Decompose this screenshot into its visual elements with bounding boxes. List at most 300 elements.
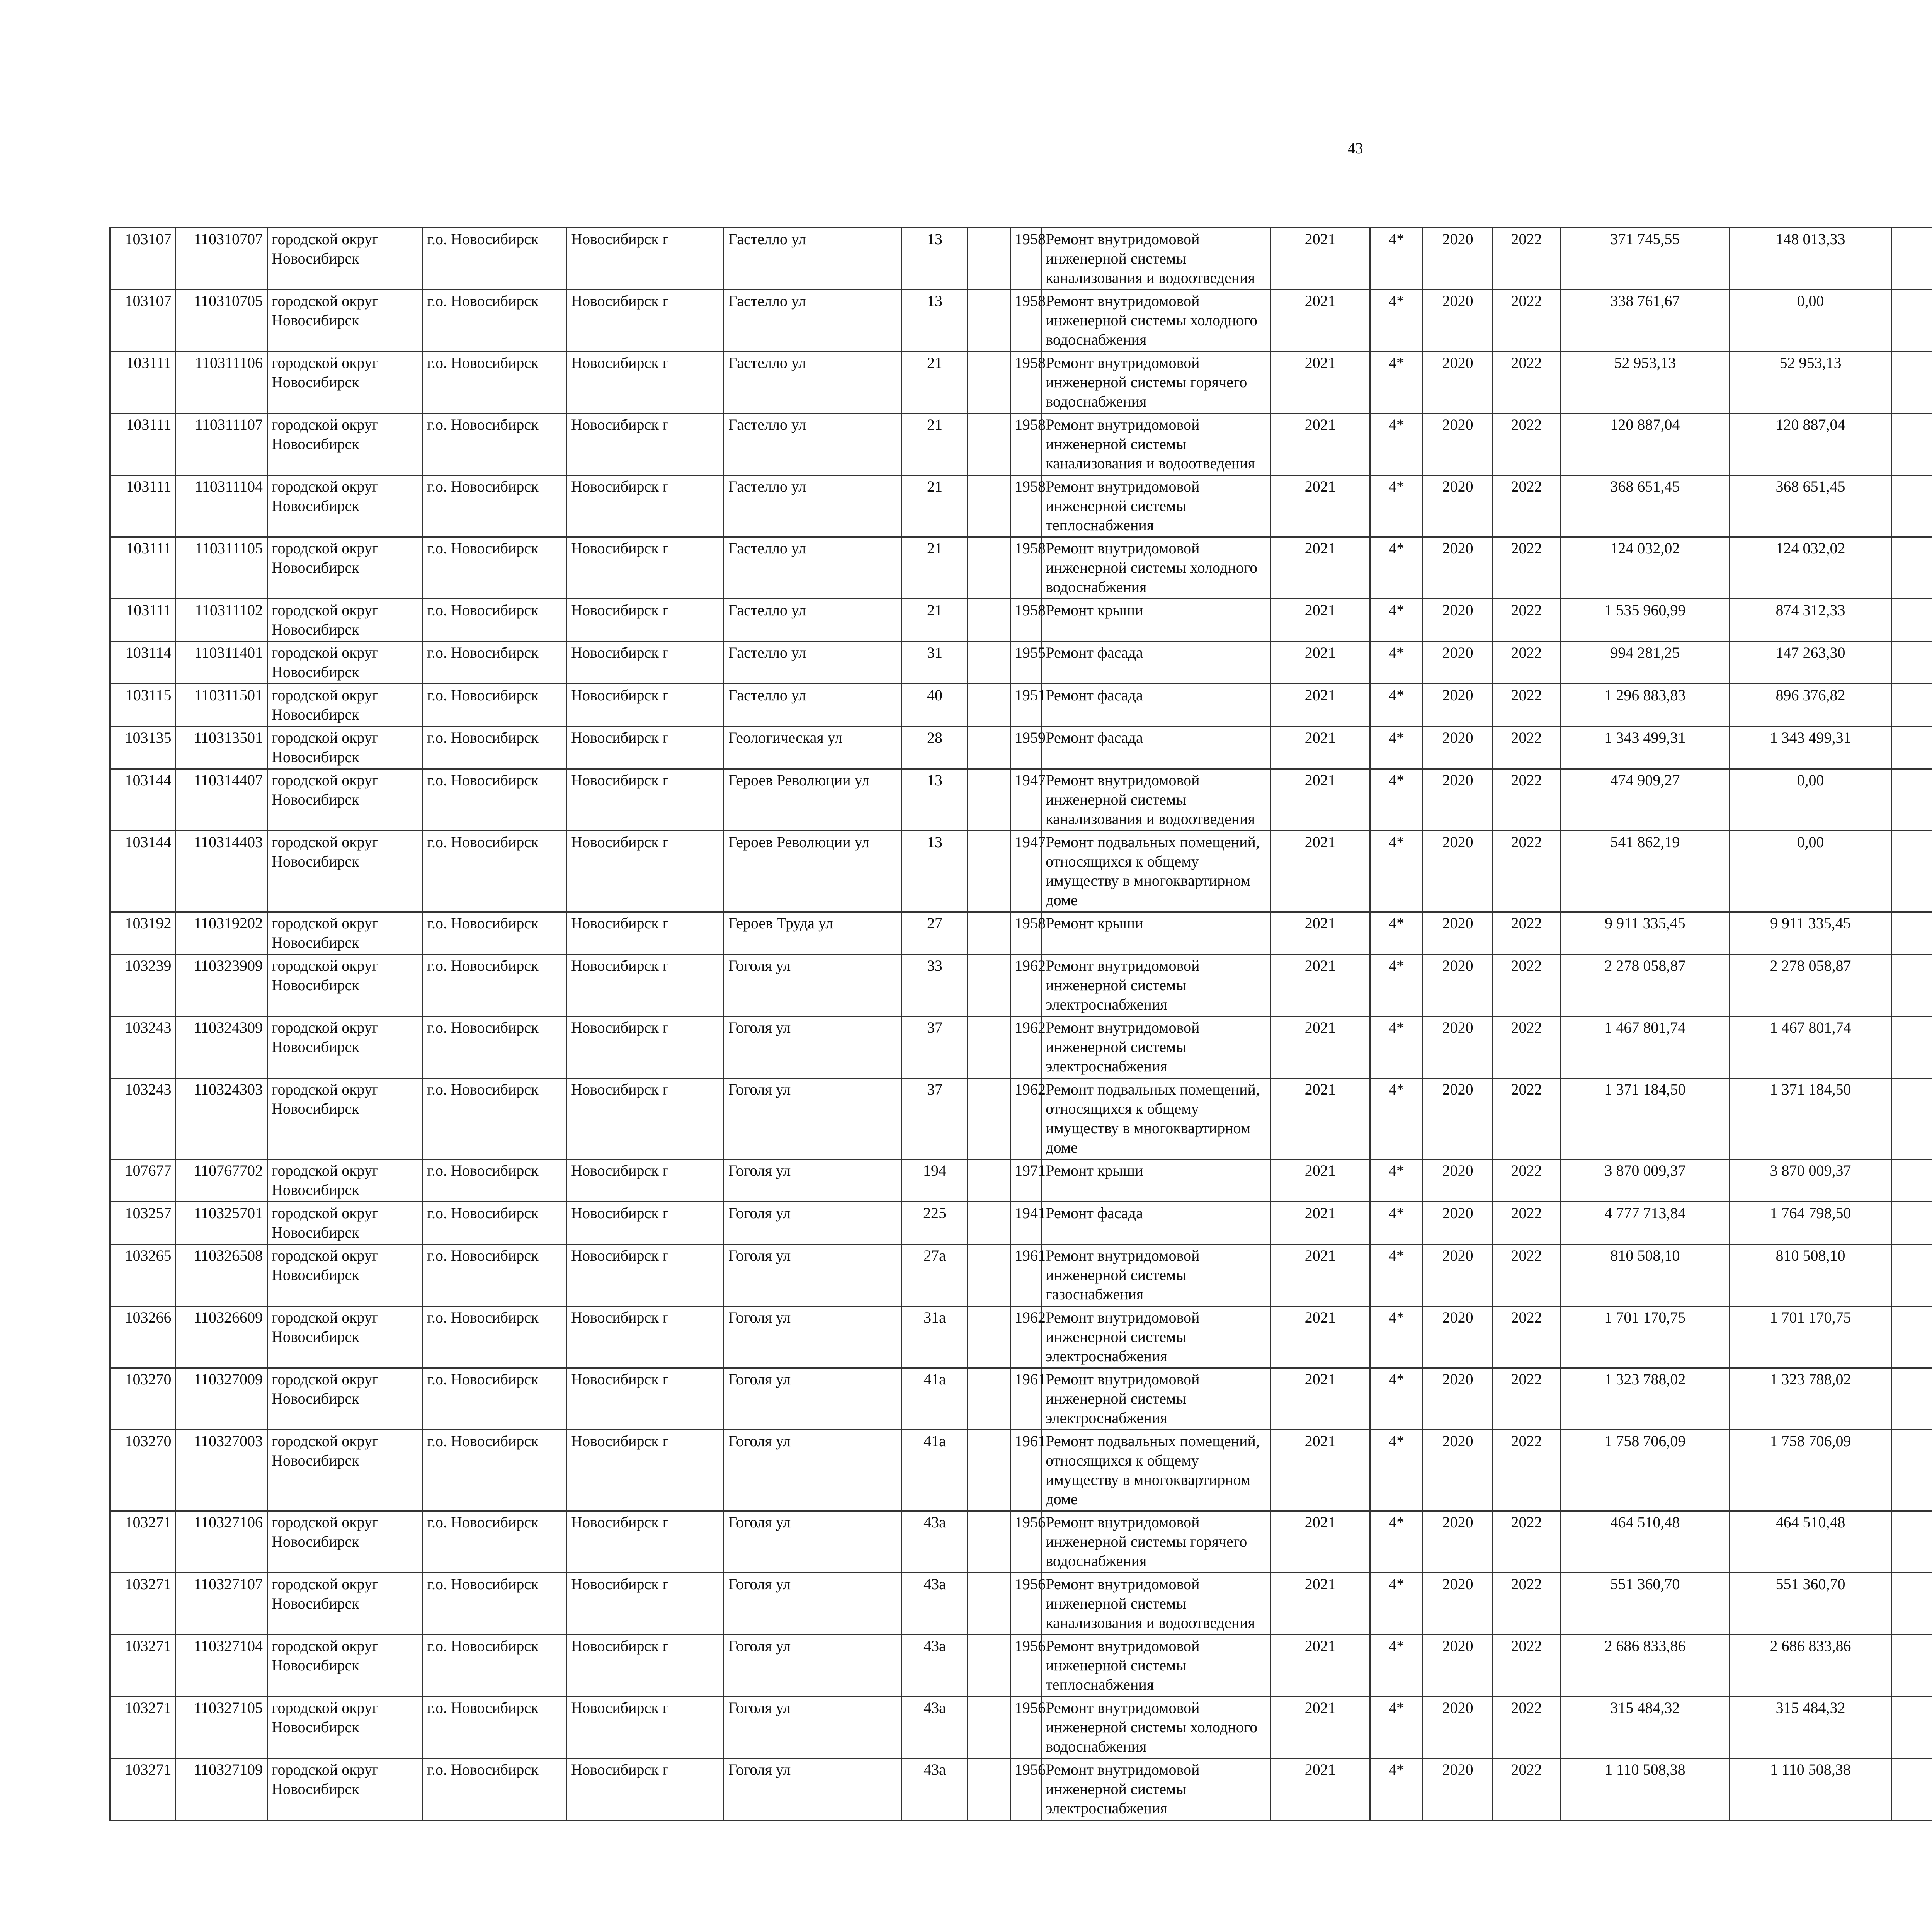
page-number: 43 xyxy=(1347,140,1363,157)
cell-work-type: Ремонт крыши xyxy=(1041,912,1270,955)
cell-federal-amount xyxy=(1891,1202,1932,1245)
cell-work-type: Ремонт внутридомовой инженерной системы горячего водоснабжения xyxy=(1041,352,1270,414)
cell-municipal-district: г.о. Новосибирск xyxy=(423,955,567,1016)
cell-total-cost: 1 467 801,74 xyxy=(1560,1016,1730,1078)
cell-federal-amount xyxy=(1891,769,1932,831)
cell-building xyxy=(968,912,1010,955)
cell-federal-amount xyxy=(1891,414,1932,475)
cell-category: 4* xyxy=(1370,769,1423,831)
cell-settlement: Новосибирск г xyxy=(567,1306,724,1368)
cell-municipality: городской округ Новосибирск xyxy=(267,228,423,290)
cell-plan-year: 2021 xyxy=(1270,1635,1370,1697)
cell-house-number: 40 xyxy=(902,684,968,727)
cell-work-id: 110311401 xyxy=(176,642,267,684)
table-row xyxy=(110,727,1932,769)
cell-category: 4* xyxy=(1370,352,1423,414)
cell-category: 4* xyxy=(1370,1573,1423,1635)
cell-plan-year: 2021 xyxy=(1270,955,1370,1016)
cell-fund-amount: 896 376,82 xyxy=(1730,684,1891,727)
cell-work-id: 110311104 xyxy=(176,475,267,537)
cell-year-built: 1956 xyxy=(1010,1573,1041,1635)
cell-house-id: 103270 xyxy=(110,1368,176,1430)
cell-year-built: 1962 xyxy=(1010,1016,1041,1078)
cell-municipal-district: г.о. Новосибирск xyxy=(423,290,567,352)
cell-fund-amount: 1 323 788,02 xyxy=(1730,1368,1891,1430)
cell-plan-year: 2021 xyxy=(1270,352,1370,414)
table-row xyxy=(110,414,1932,475)
cell-fund-amount: 1 758 706,09 xyxy=(1730,1430,1891,1511)
cell-plan-year: 2021 xyxy=(1270,228,1370,290)
cell-building xyxy=(968,599,1010,642)
cell-building xyxy=(968,228,1010,290)
cell-federal-amount xyxy=(1891,1511,1932,1573)
cell-municipal-district: г.о. Новосибирск xyxy=(423,537,567,599)
cell-year-built: 1947 xyxy=(1010,831,1041,912)
cell-federal-amount xyxy=(1891,599,1932,642)
cell-municipal-district: г.о. Новосибирск xyxy=(423,1306,567,1368)
cell-street: Гоголя ул xyxy=(724,1368,902,1430)
cell-street: Гастелло ул xyxy=(724,475,902,537)
cell-end-year: 2022 xyxy=(1493,290,1560,352)
cell-house-number: 31а xyxy=(902,1306,968,1368)
cell-year-built: 1959 xyxy=(1010,727,1041,769)
cell-house-number: 43а xyxy=(902,1635,968,1697)
cell-federal-amount xyxy=(1891,1245,1932,1306)
cell-start-year: 2020 xyxy=(1423,1759,1492,1820)
cell-settlement: Новосибирск г xyxy=(567,955,724,1016)
cell-category: 4* xyxy=(1370,228,1423,290)
cell-building xyxy=(968,1078,1010,1159)
cell-year-built: 1955 xyxy=(1010,642,1041,684)
cell-house-id: 103111 xyxy=(110,414,176,475)
cell-work-id: 110311102 xyxy=(176,599,267,642)
cell-street: Героев Революции ул xyxy=(724,831,902,912)
cell-house-id: 103111 xyxy=(110,352,176,414)
cell-total-cost: 1 535 960,99 xyxy=(1560,599,1730,642)
cell-plan-year: 2021 xyxy=(1270,1016,1370,1078)
cell-building xyxy=(968,1306,1010,1368)
cell-plan-year: 2021 xyxy=(1270,290,1370,352)
cell-work-id: 110327107 xyxy=(176,1573,267,1635)
cell-house-id: 103111 xyxy=(110,599,176,642)
cell-municipal-district: г.о. Новосибирск xyxy=(423,1016,567,1078)
cell-municipality: городской округ Новосибирск xyxy=(267,1202,423,1245)
cell-total-cost: 541 862,19 xyxy=(1560,831,1730,912)
cell-start-year: 2020 xyxy=(1423,1159,1492,1202)
cell-house-id: 103144 xyxy=(110,769,176,831)
table-row xyxy=(110,642,1932,684)
cell-work-id: 110310707 xyxy=(176,228,267,290)
table-row xyxy=(110,831,1932,912)
cell-settlement: Новосибирск г xyxy=(567,352,724,414)
cell-house-number: 41а xyxy=(902,1430,968,1511)
cell-federal-amount xyxy=(1891,1368,1932,1430)
cell-street: Гастелло ул xyxy=(724,228,902,290)
cell-municipality: городской округ Новосибирск xyxy=(267,290,423,352)
cell-total-cost: 368 651,45 xyxy=(1560,475,1730,537)
cell-settlement: Новосибирск г xyxy=(567,475,724,537)
cell-category: 4* xyxy=(1370,1245,1423,1306)
cell-end-year: 2022 xyxy=(1493,228,1560,290)
cell-start-year: 2020 xyxy=(1423,599,1492,642)
cell-municipality: городской округ Новосибирск xyxy=(267,1635,423,1697)
cell-work-type: Ремонт внутридомовой инженерной системы канализования и водоотведения xyxy=(1041,228,1270,290)
cell-municipal-district: г.о. Новосибирск xyxy=(423,1202,567,1245)
cell-start-year: 2020 xyxy=(1423,1573,1492,1635)
cell-street: Гоголя ул xyxy=(724,1078,902,1159)
cell-settlement: Новосибирск г xyxy=(567,1202,724,1245)
cell-work-id: 110311501 xyxy=(176,684,267,727)
cell-total-cost: 2 278 058,87 xyxy=(1560,955,1730,1016)
cell-fund-amount: 315 484,32 xyxy=(1730,1697,1891,1759)
cell-category: 4* xyxy=(1370,1759,1423,1820)
cell-start-year: 2020 xyxy=(1423,1368,1492,1430)
cell-work-id: 110327106 xyxy=(176,1511,267,1573)
table-row xyxy=(110,1573,1932,1635)
cell-start-year: 2020 xyxy=(1423,642,1492,684)
cell-year-built: 1958 xyxy=(1010,599,1041,642)
cell-category: 4* xyxy=(1370,1078,1423,1159)
cell-municipality: городской округ Новосибирск xyxy=(267,684,423,727)
cell-municipal-district: г.о. Новосибирск xyxy=(423,475,567,537)
cell-work-type: Ремонт внутридомовой инженерной системы электроснабжения xyxy=(1041,1368,1270,1430)
cell-year-built: 1962 xyxy=(1010,955,1041,1016)
cell-settlement: Новосибирск г xyxy=(567,769,724,831)
cell-federal-amount xyxy=(1891,475,1932,537)
cell-work-type: Ремонт внутридомовой инженерной системы газоснабжения xyxy=(1041,1245,1270,1306)
cell-building xyxy=(968,1635,1010,1697)
cell-federal-amount xyxy=(1891,955,1932,1016)
cell-building xyxy=(968,1159,1010,1202)
cell-fund-amount: 1 343 499,31 xyxy=(1730,727,1891,769)
cell-work-type: Ремонт фасада xyxy=(1041,1202,1270,1245)
cell-federal-amount xyxy=(1891,1306,1932,1368)
cell-house-number: 13 xyxy=(902,831,968,912)
cell-plan-year: 2021 xyxy=(1270,912,1370,955)
cell-start-year: 2020 xyxy=(1423,769,1492,831)
cell-fund-amount: 2 686 833,86 xyxy=(1730,1635,1891,1697)
cell-house-number: 13 xyxy=(902,290,968,352)
cell-total-cost: 3 870 009,37 xyxy=(1560,1159,1730,1202)
cell-house-id: 103265 xyxy=(110,1245,176,1306)
cell-total-cost: 1 758 706,09 xyxy=(1560,1430,1730,1511)
cell-street: Героев Революции ул xyxy=(724,769,902,831)
cell-building xyxy=(968,475,1010,537)
cell-end-year: 2022 xyxy=(1493,1159,1560,1202)
cell-total-cost: 474 909,27 xyxy=(1560,769,1730,831)
cell-work-type: Ремонт внутридомовой инженерной системы холодного водоснабжения xyxy=(1041,290,1270,352)
cell-municipality: городской округ Новосибирск xyxy=(267,1245,423,1306)
cell-end-year: 2022 xyxy=(1493,537,1560,599)
cell-work-type: Ремонт внутридомовой инженерной системы электроснабжения xyxy=(1041,1759,1270,1820)
cell-building xyxy=(968,1697,1010,1759)
cell-plan-year: 2021 xyxy=(1270,1245,1370,1306)
cell-municipality: городской округ Новосибирск xyxy=(267,475,423,537)
cell-end-year: 2022 xyxy=(1493,1078,1560,1159)
cell-house-id: 103111 xyxy=(110,475,176,537)
table-row xyxy=(110,955,1932,1016)
cell-settlement: Новосибирск г xyxy=(567,537,724,599)
cell-fund-amount: 0,00 xyxy=(1730,769,1891,831)
cell-end-year: 2022 xyxy=(1493,912,1560,955)
cell-work-id: 110327009 xyxy=(176,1368,267,1430)
cell-work-id: 110326609 xyxy=(176,1306,267,1368)
cell-settlement: Новосибирск г xyxy=(567,1016,724,1078)
cell-settlement: Новосибирск г xyxy=(567,831,724,912)
cell-work-id: 110319202 xyxy=(176,912,267,955)
cell-end-year: 2022 xyxy=(1493,642,1560,684)
cell-settlement: Новосибирск г xyxy=(567,1573,724,1635)
cell-fund-amount: 464 510,48 xyxy=(1730,1511,1891,1573)
cell-plan-year: 2021 xyxy=(1270,1511,1370,1573)
table-row xyxy=(110,912,1932,955)
cell-end-year: 2022 xyxy=(1493,599,1560,642)
table-row xyxy=(110,228,1932,290)
cell-federal-amount xyxy=(1891,1573,1932,1635)
cell-municipality: городской округ Новосибирск xyxy=(267,727,423,769)
cell-end-year: 2022 xyxy=(1493,475,1560,537)
table-row xyxy=(110,769,1932,831)
cell-year-built: 1956 xyxy=(1010,1697,1041,1759)
cell-municipality: городской округ Новосибирск xyxy=(267,352,423,414)
cell-settlement: Новосибирск г xyxy=(567,1245,724,1306)
cell-building xyxy=(968,1573,1010,1635)
cell-year-built: 1958 xyxy=(1010,228,1041,290)
cell-municipality: городской округ Новосибирск xyxy=(267,1573,423,1635)
cell-work-type: Ремонт внутридомовой инженерной системы электроснабжения xyxy=(1041,1306,1270,1368)
cell-house-number: 21 xyxy=(902,599,968,642)
cell-house-id: 103111 xyxy=(110,537,176,599)
cell-settlement: Новосибирск г xyxy=(567,1368,724,1430)
cell-end-year: 2022 xyxy=(1493,1759,1560,1820)
cell-municipal-district: г.о. Новосибирск xyxy=(423,831,567,912)
cell-house-id: 103192 xyxy=(110,912,176,955)
cell-fund-amount: 1 110 508,38 xyxy=(1730,1759,1891,1820)
cell-settlement: Новосибирск г xyxy=(567,1635,724,1697)
cell-municipality: городской округ Новосибирск xyxy=(267,831,423,912)
cell-municipality: городской округ Новосибирск xyxy=(267,1078,423,1159)
cell-end-year: 2022 xyxy=(1493,955,1560,1016)
cell-fund-amount: 810 508,10 xyxy=(1730,1245,1891,1306)
cell-work-type: Ремонт внутридомовой инженерной системы электроснабжения xyxy=(1041,1016,1270,1078)
cell-house-number: 225 xyxy=(902,1202,968,1245)
table-row xyxy=(110,684,1932,727)
cell-plan-year: 2021 xyxy=(1270,1078,1370,1159)
cell-municipal-district: г.о. Новосибирск xyxy=(423,1368,567,1430)
cell-work-id: 110324309 xyxy=(176,1016,267,1078)
cell-work-type: Ремонт подвальных помещений, относящихся к общему имуществу в многоквартирном доме xyxy=(1041,1430,1270,1511)
table-row xyxy=(110,475,1932,537)
cell-start-year: 2020 xyxy=(1423,1202,1492,1245)
cell-year-built: 1956 xyxy=(1010,1635,1041,1697)
cell-end-year: 2022 xyxy=(1493,414,1560,475)
cell-municipal-district: г.о. Новосибирск xyxy=(423,1759,567,1820)
cell-house-id: 103266 xyxy=(110,1306,176,1368)
cell-plan-year: 2021 xyxy=(1270,537,1370,599)
cell-year-built: 1961 xyxy=(1010,1245,1041,1306)
cell-category: 4* xyxy=(1370,727,1423,769)
cell-start-year: 2020 xyxy=(1423,1635,1492,1697)
table-row xyxy=(110,1430,1932,1511)
cell-municipality: городской округ Новосибирск xyxy=(267,537,423,599)
cell-start-year: 2020 xyxy=(1423,1078,1492,1159)
cell-category: 4* xyxy=(1370,1202,1423,1245)
cell-house-number: 31 xyxy=(902,642,968,684)
cell-start-year: 2020 xyxy=(1423,955,1492,1016)
cell-end-year: 2022 xyxy=(1493,1306,1560,1368)
cell-year-built: 1958 xyxy=(1010,537,1041,599)
cell-year-built: 1962 xyxy=(1010,1306,1041,1368)
cell-house-id: 103271 xyxy=(110,1759,176,1820)
cell-end-year: 2022 xyxy=(1493,769,1560,831)
cell-end-year: 2022 xyxy=(1493,1697,1560,1759)
cell-settlement: Новосибирск г xyxy=(567,1697,724,1759)
cell-building xyxy=(968,1368,1010,1430)
cell-fund-amount: 3 870 009,37 xyxy=(1730,1159,1891,1202)
cell-street: Гастелло ул xyxy=(724,352,902,414)
cell-fund-amount: 551 360,70 xyxy=(1730,1573,1891,1635)
cell-work-id: 110327109 xyxy=(176,1759,267,1820)
cell-house-id: 103114 xyxy=(110,642,176,684)
cell-street: Гоголя ул xyxy=(724,1159,902,1202)
cell-year-built: 1947 xyxy=(1010,769,1041,831)
cell-work-id: 110314407 xyxy=(176,769,267,831)
table-row xyxy=(110,1159,1932,1202)
cell-federal-amount xyxy=(1891,1430,1932,1511)
cell-plan-year: 2021 xyxy=(1270,1573,1370,1635)
cell-municipality: городской округ Новосибирск xyxy=(267,1368,423,1430)
cell-fund-amount: 0,00 xyxy=(1730,831,1891,912)
cell-category: 4* xyxy=(1370,599,1423,642)
table-row xyxy=(110,1635,1932,1697)
cell-street: Гоголя ул xyxy=(724,1635,902,1697)
cell-plan-year: 2021 xyxy=(1270,1202,1370,1245)
cell-settlement: Новосибирск г xyxy=(567,290,724,352)
cell-house-number: 43а xyxy=(902,1511,968,1573)
cell-category: 4* xyxy=(1370,1159,1423,1202)
cell-category: 4* xyxy=(1370,912,1423,955)
cell-fund-amount: 124 032,02 xyxy=(1730,537,1891,599)
cell-municipality: городской округ Новосибирск xyxy=(267,1759,423,1820)
cell-total-cost: 371 745,55 xyxy=(1560,228,1730,290)
cell-house-number: 43а xyxy=(902,1573,968,1635)
table-row xyxy=(110,537,1932,599)
cell-plan-year: 2021 xyxy=(1270,684,1370,727)
cell-start-year: 2020 xyxy=(1423,912,1492,955)
cell-street: Гоголя ул xyxy=(724,1759,902,1820)
cell-street: Гоголя ул xyxy=(724,1245,902,1306)
cell-street: Геологическая ул xyxy=(724,727,902,769)
cell-category: 4* xyxy=(1370,1635,1423,1697)
cell-end-year: 2022 xyxy=(1493,1368,1560,1430)
cell-house-id: 107677 xyxy=(110,1159,176,1202)
cell-municipal-district: г.о. Новосибирск xyxy=(423,352,567,414)
cell-work-id: 110311105 xyxy=(176,537,267,599)
cell-settlement: Новосибирск г xyxy=(567,599,724,642)
cell-house-id: 103243 xyxy=(110,1078,176,1159)
cell-fund-amount: 1 764 798,50 xyxy=(1730,1202,1891,1245)
cell-year-built: 1956 xyxy=(1010,1511,1041,1573)
cell-category: 4* xyxy=(1370,642,1423,684)
cell-federal-amount xyxy=(1891,727,1932,769)
cell-start-year: 2020 xyxy=(1423,475,1492,537)
cell-plan-year: 2021 xyxy=(1270,769,1370,831)
cell-work-id: 110323909 xyxy=(176,955,267,1016)
cell-year-built: 1958 xyxy=(1010,290,1041,352)
cell-total-cost: 124 032,02 xyxy=(1560,537,1730,599)
cell-house-id: 103270 xyxy=(110,1430,176,1511)
cell-municipal-district: г.о. Новосибирск xyxy=(423,414,567,475)
cell-street: Гастелло ул xyxy=(724,537,902,599)
cell-end-year: 2022 xyxy=(1493,1245,1560,1306)
cell-street: Гоголя ул xyxy=(724,1306,902,1368)
cell-work-type: Ремонт крыши xyxy=(1041,599,1270,642)
cell-plan-year: 2021 xyxy=(1270,1697,1370,1759)
table-row xyxy=(110,1511,1932,1573)
cell-house-number: 13 xyxy=(902,769,968,831)
cell-settlement: Новосибирск г xyxy=(567,1511,724,1573)
table-row xyxy=(110,1306,1932,1368)
table-row xyxy=(110,1245,1932,1306)
cell-work-type: Ремонт фасада xyxy=(1041,684,1270,727)
cell-house-id: 103239 xyxy=(110,955,176,1016)
cell-work-type: Ремонт фасада xyxy=(1041,727,1270,769)
cell-plan-year: 2021 xyxy=(1270,831,1370,912)
cell-municipal-district: г.о. Новосибирск xyxy=(423,1697,567,1759)
cell-municipality: городской округ Новосибирск xyxy=(267,1159,423,1202)
cell-work-id: 110325701 xyxy=(176,1202,267,1245)
cell-work-type: Ремонт внутридомовой инженерной системы горячего водоснабжения xyxy=(1041,1511,1270,1573)
cell-settlement: Новосибирск г xyxy=(567,1759,724,1820)
cell-municipality: городской округ Новосибирск xyxy=(267,1306,423,1368)
cell-year-built: 1958 xyxy=(1010,912,1041,955)
cell-street: Гоголя ул xyxy=(724,1430,902,1511)
cell-work-type: Ремонт крыши xyxy=(1041,1159,1270,1202)
cell-municipality: городской округ Новосибирск xyxy=(267,1016,423,1078)
cell-category: 4* xyxy=(1370,1511,1423,1573)
cell-work-type: Ремонт внутридомовой инженерной системы канализования и водоотведения xyxy=(1041,1573,1270,1635)
cell-total-cost: 1 323 788,02 xyxy=(1560,1368,1730,1430)
cell-work-id: 110324303 xyxy=(176,1078,267,1159)
cell-fund-amount: 147 263,30 xyxy=(1730,642,1891,684)
cell-municipality: городской округ Новосибирск xyxy=(267,769,423,831)
cell-house-id: 103107 xyxy=(110,290,176,352)
cell-municipal-district: г.о. Новосибирск xyxy=(423,1635,567,1697)
cell-federal-amount xyxy=(1891,290,1932,352)
cell-end-year: 2022 xyxy=(1493,1202,1560,1245)
cell-street: Гоголя ул xyxy=(724,955,902,1016)
cell-federal-amount xyxy=(1891,537,1932,599)
cell-municipal-district: г.о. Новосибирск xyxy=(423,599,567,642)
cell-start-year: 2020 xyxy=(1423,1306,1492,1368)
cell-fund-amount: 120 887,04 xyxy=(1730,414,1891,475)
cell-plan-year: 2021 xyxy=(1270,475,1370,537)
cell-fund-amount: 0,00 xyxy=(1730,290,1891,352)
cell-house-id: 103271 xyxy=(110,1635,176,1697)
cell-house-id: 103271 xyxy=(110,1573,176,1635)
cell-settlement: Новосибирск г xyxy=(567,414,724,475)
cell-total-cost: 1 296 883,83 xyxy=(1560,684,1730,727)
cell-house-number: 13 xyxy=(902,228,968,290)
cell-street: Гоголя ул xyxy=(724,1697,902,1759)
cell-street: Гастелло ул xyxy=(724,684,902,727)
cell-total-cost: 551 360,70 xyxy=(1560,1573,1730,1635)
table-row xyxy=(110,1016,1932,1078)
cell-municipal-district: г.о. Новосибирск xyxy=(423,769,567,831)
cell-municipal-district: г.о. Новосибирск xyxy=(423,1078,567,1159)
cell-work-id: 110310705 xyxy=(176,290,267,352)
cell-house-id: 103257 xyxy=(110,1202,176,1245)
